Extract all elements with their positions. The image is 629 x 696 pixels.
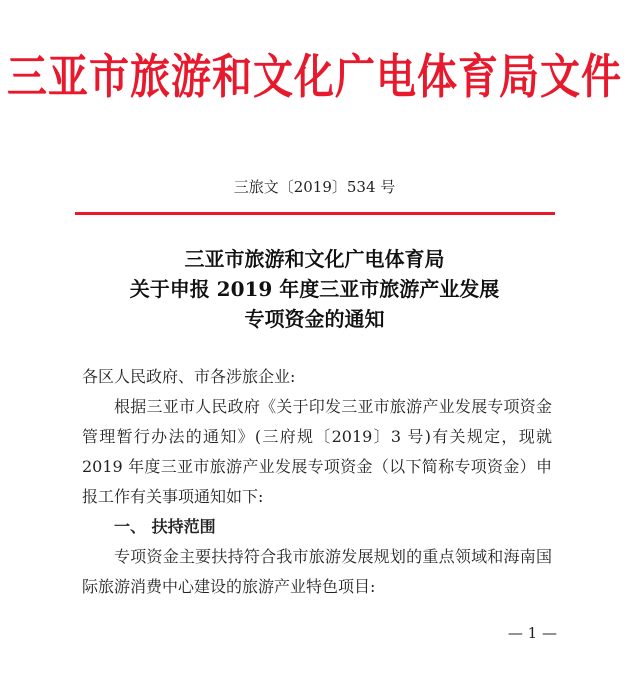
- page-number: — 1 —: [507, 624, 557, 642]
- paragraph-basis: 根据三亚市人民政府《关于印发三亚市旅游产业发展专项资金管理暂行办法的通知》(三府规〔2019〕3 号)有关规定，现就 2019 年度三亚市旅游产业发展专项资金（以下简称专项资金）申报工作有关事项通知如下:: [82, 397, 552, 506]
- notice-body: [82, 362, 552, 602]
- document-header-title: 三亚市旅游和文化广电体育局文件: [7, 50, 622, 105]
- salutation: 各区人民政府、市各涉旅企业:: [82, 367, 296, 386]
- notice-title: [0, 244, 629, 334]
- notice-title-line-2: 关于申报 2019 年度三亚市旅游产业发展: [129, 277, 500, 301]
- document-number: 三旅文〔2019〕534 号: [233, 178, 396, 196]
- paragraph-scope: 专项资金主要扶持符合我市旅游发展规划的重点领域和海南国际旅游消费中心建设的旅游产业特色项目:: [82, 547, 552, 596]
- notice-title-line-3: 专项资金的通知: [244, 307, 385, 331]
- notice-title-line-1: 三亚市旅游和文化广电体育局: [184, 247, 445, 271]
- section-heading-scope: 一、 扶持范围: [114, 517, 216, 536]
- red-divider-line: [75, 212, 555, 215]
